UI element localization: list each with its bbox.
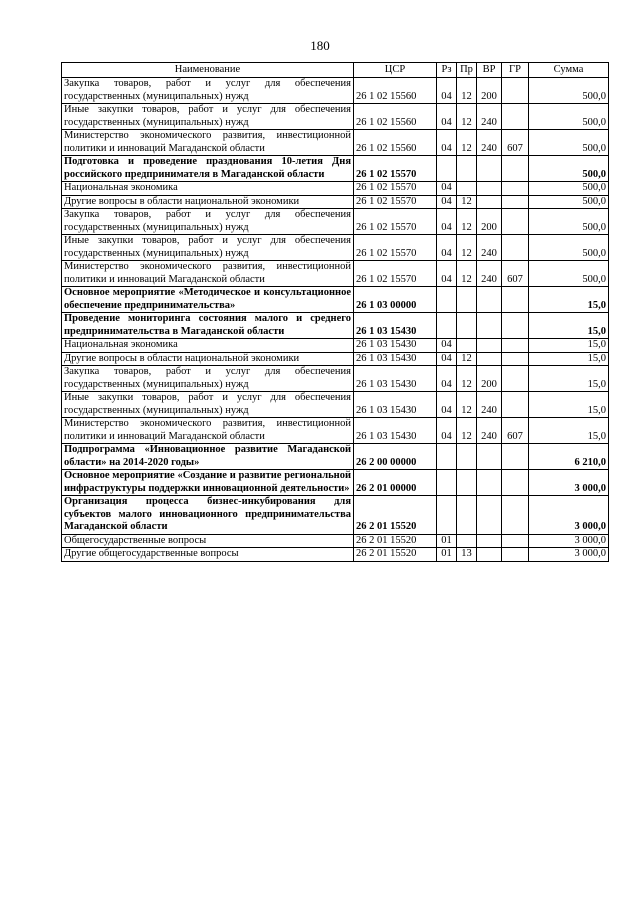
cell-vr: [477, 287, 502, 313]
cell-vr: [477, 195, 502, 209]
cell-pr: [457, 470, 477, 496]
cell-name: Министерство экономического развития, инвестиционной политики и инноваций Магаданской области: [62, 261, 354, 287]
header-pr: Пр: [457, 63, 477, 78]
cell-pr: 12: [457, 418, 477, 444]
table-row: [62, 195, 609, 209]
cell-vr: [477, 352, 502, 366]
cell-gr: [502, 392, 529, 418]
cell-name: Другие общегосударственные вопросы: [62, 548, 354, 562]
cell-sum: 500,0: [529, 182, 609, 196]
cell-csr: 26 2 00 00000: [354, 444, 437, 470]
cell-csr: 26 1 03 15430: [354, 418, 437, 444]
cell-gr: [502, 366, 529, 392]
cell-gr: [502, 156, 529, 182]
cell-name: Национальная экономика: [62, 339, 354, 353]
cell-csr: 26 1 03 15430: [354, 352, 437, 366]
cell-rz: 01: [437, 534, 457, 548]
header-name: Наименование: [62, 63, 354, 78]
cell-rz: 04: [437, 261, 457, 287]
cell-name: Общегосударственные вопросы: [62, 534, 354, 548]
cell-name: Иные закупки товаров, работ и услуг для обеспечения государственных (муниципальных) нужд: [62, 104, 354, 130]
cell-gr: [502, 104, 529, 130]
table-row: [62, 209, 609, 235]
cell-name: Министерство экономического развития, инвестиционной политики и инноваций Магаданской области: [62, 130, 354, 156]
cell-rz: 04: [437, 78, 457, 104]
cell-pr: [457, 287, 477, 313]
cell-sum: 3 000,0: [529, 470, 609, 496]
cell-gr: [502, 195, 529, 209]
table-row: [62, 366, 609, 392]
cell-sum: 3 000,0: [529, 548, 609, 562]
cell-csr: 26 2 01 15520: [354, 496, 437, 535]
header-gr: ГР: [502, 63, 529, 78]
cell-gr: [502, 444, 529, 470]
cell-gr: [502, 352, 529, 366]
cell-rz: [437, 496, 457, 535]
cell-csr: 26 1 02 15560: [354, 78, 437, 104]
cell-pr: 12: [457, 352, 477, 366]
cell-vr: 240: [477, 261, 502, 287]
cell-name: Иные закупки товаров, работ и услуг для обеспечения государственных (муниципальных) нужд: [62, 235, 354, 261]
cell-pr: 12: [457, 130, 477, 156]
table-row: [62, 261, 609, 287]
cell-csr: 26 1 02 15560: [354, 104, 437, 130]
table-row: [62, 130, 609, 156]
cell-csr: 26 1 02 15570: [354, 156, 437, 182]
cell-gr: [502, 313, 529, 339]
cell-name: Проведение мониторинга состояния малого и среднего предпринимательства в Магаданской области: [62, 313, 354, 339]
header-csr: ЦСР: [354, 63, 437, 78]
cell-sum: 500,0: [529, 130, 609, 156]
cell-pr: 12: [457, 195, 477, 209]
cell-sum: 15,0: [529, 287, 609, 313]
cell-name: Организация процесса бизнес-инкубирования для субъектов малого инновационного предпринимательства Магаданской области: [62, 496, 354, 535]
cell-pr: [457, 444, 477, 470]
cell-rz: 04: [437, 195, 457, 209]
cell-vr: [477, 534, 502, 548]
cell-vr: [477, 444, 502, 470]
table-row: [62, 78, 609, 104]
cell-name: Закупка товаров, работ и услуг для обеспечения государственных (муниципальных) нужд: [62, 366, 354, 392]
cell-csr: 26 1 02 15570: [354, 261, 437, 287]
cell-rz: 01: [437, 548, 457, 562]
cell-pr: [457, 339, 477, 353]
cell-pr: 12: [457, 261, 477, 287]
cell-vr: [477, 496, 502, 535]
cell-gr: [502, 339, 529, 353]
cell-csr: 26 1 03 15430: [354, 392, 437, 418]
page-number: 180: [310, 38, 330, 53]
table-row: [62, 235, 609, 261]
table-row: [62, 392, 609, 418]
cell-csr: 26 1 02 15570: [354, 209, 437, 235]
cell-csr: 26 1 03 15430: [354, 366, 437, 392]
cell-rz: 04: [437, 104, 457, 130]
table-row: [62, 287, 609, 313]
cell-sum: 500,0: [529, 235, 609, 261]
cell-name: Подготовка и проведение празднования 10-летия Дня российского предпринимателя в Магаданской области: [62, 156, 354, 182]
cell-rz: [437, 470, 457, 496]
cell-pr: 12: [457, 78, 477, 104]
cell-vr: 240: [477, 104, 502, 130]
cell-sum: 6 210,0: [529, 444, 609, 470]
cell-name: Основное мероприятие «Создание и развитие региональной инфраструктуры поддержки инновационной деятельности»: [62, 470, 354, 496]
cell-sum: 15,0: [529, 313, 609, 339]
cell-pr: 13: [457, 548, 477, 562]
cell-csr: 26 1 02 15570: [354, 195, 437, 209]
table-row: [62, 496, 609, 535]
cell-rz: [437, 313, 457, 339]
cell-vr: [477, 313, 502, 339]
cell-csr: 26 1 03 00000: [354, 287, 437, 313]
table-row: [62, 444, 609, 470]
table-row: [62, 313, 609, 339]
cell-csr: 26 1 02 15570: [354, 182, 437, 196]
cell-rz: 04: [437, 366, 457, 392]
cell-sum: 500,0: [529, 156, 609, 182]
cell-gr: [502, 548, 529, 562]
cell-rz: [437, 287, 457, 313]
table-header-row: [62, 63, 609, 78]
cell-name: Министерство экономического развития, инвестиционной политики и инноваций Магаданской области: [62, 418, 354, 444]
cell-sum: 3 000,0: [529, 496, 609, 535]
cell-name: Другие вопросы в области национальной экономики: [62, 195, 354, 209]
cell-sum: 3 000,0: [529, 534, 609, 548]
cell-sum: 15,0: [529, 366, 609, 392]
cell-sum: 500,0: [529, 209, 609, 235]
cell-rz: [437, 444, 457, 470]
table-row: [62, 156, 609, 182]
cell-name: Закупка товаров, работ и услуг для обеспечения государственных (муниципальных) нужд: [62, 78, 354, 104]
cell-pr: 12: [457, 104, 477, 130]
cell-rz: 04: [437, 352, 457, 366]
cell-vr: 240: [477, 418, 502, 444]
table-body: [62, 78, 609, 562]
table-row: [62, 548, 609, 562]
cell-pr: [457, 182, 477, 196]
cell-rz: 04: [437, 235, 457, 261]
cell-pr: [457, 313, 477, 339]
cell-csr: 26 2 01 15520: [354, 548, 437, 562]
cell-vr: 240: [477, 392, 502, 418]
cell-name: Подпрограмма «Инновационное развитие Магаданской области» на 2014-2020 годы»: [62, 444, 354, 470]
cell-csr: 26 2 01 15520: [354, 534, 437, 548]
header-sum: Сумма: [529, 63, 609, 78]
cell-sum: 500,0: [529, 195, 609, 209]
cell-gr: 607: [502, 261, 529, 287]
cell-csr: 26 1 03 15430: [354, 339, 437, 353]
cell-sum: 15,0: [529, 339, 609, 353]
cell-pr: [457, 534, 477, 548]
cell-gr: [502, 235, 529, 261]
cell-vr: [477, 182, 502, 196]
cell-csr: 26 1 03 15430: [354, 313, 437, 339]
table-row: [62, 104, 609, 130]
cell-name: Иные закупки товаров, работ и услуг для обеспечения государственных (муниципальных) нужд: [62, 392, 354, 418]
cell-rz: 04: [437, 339, 457, 353]
cell-vr: [477, 548, 502, 562]
cell-name: Национальная экономика: [62, 182, 354, 196]
cell-vr: [477, 470, 502, 496]
cell-vr: [477, 339, 502, 353]
cell-gr: 607: [502, 418, 529, 444]
table-row: [62, 182, 609, 196]
cell-pr: 12: [457, 235, 477, 261]
cell-pr: [457, 156, 477, 182]
cell-rz: 04: [437, 392, 457, 418]
cell-rz: 04: [437, 418, 457, 444]
cell-vr: 200: [477, 78, 502, 104]
cell-sum: 500,0: [529, 104, 609, 130]
cell-sum: 500,0: [529, 78, 609, 104]
cell-gr: [502, 470, 529, 496]
table-row: [62, 418, 609, 444]
cell-vr: 200: [477, 366, 502, 392]
cell-rz: 04: [437, 130, 457, 156]
table-row: [62, 534, 609, 548]
cell-name: Закупка товаров, работ и услуг для обеспечения государственных (муниципальных) нужд: [62, 209, 354, 235]
cell-csr: 26 1 02 15560: [354, 130, 437, 156]
cell-gr: [502, 78, 529, 104]
cell-pr: 12: [457, 366, 477, 392]
header-rz: Рз: [437, 63, 457, 78]
cell-vr: 240: [477, 235, 502, 261]
cell-csr: 26 1 02 15570: [354, 235, 437, 261]
header-vr: ВР: [477, 63, 502, 78]
cell-gr: 607: [502, 130, 529, 156]
cell-vr: 200: [477, 209, 502, 235]
cell-pr: 12: [457, 209, 477, 235]
cell-gr: [502, 496, 529, 535]
cell-sum: 15,0: [529, 352, 609, 366]
cell-gr: [502, 209, 529, 235]
cell-vr: [477, 156, 502, 182]
cell-csr: 26 2 01 00000: [354, 470, 437, 496]
cell-name: Другие вопросы в области национальной экономики: [62, 352, 354, 366]
cell-rz: 04: [437, 209, 457, 235]
cell-rz: 04: [437, 182, 457, 196]
cell-rz: [437, 156, 457, 182]
cell-gr: [502, 534, 529, 548]
cell-name: Основное мероприятие «Методическое и консультационное обеспечение предпринимательства»: [62, 287, 354, 313]
cell-pr: [457, 496, 477, 535]
cell-sum: 15,0: [529, 418, 609, 444]
cell-vr: 240: [477, 130, 502, 156]
cell-sum: 15,0: [529, 392, 609, 418]
cell-gr: [502, 182, 529, 196]
table-row: [62, 352, 609, 366]
table-row: [62, 339, 609, 353]
budget-table: [61, 62, 609, 562]
table-row: [62, 470, 609, 496]
cell-pr: 12: [457, 392, 477, 418]
cell-gr: [502, 287, 529, 313]
cell-sum: 500,0: [529, 261, 609, 287]
